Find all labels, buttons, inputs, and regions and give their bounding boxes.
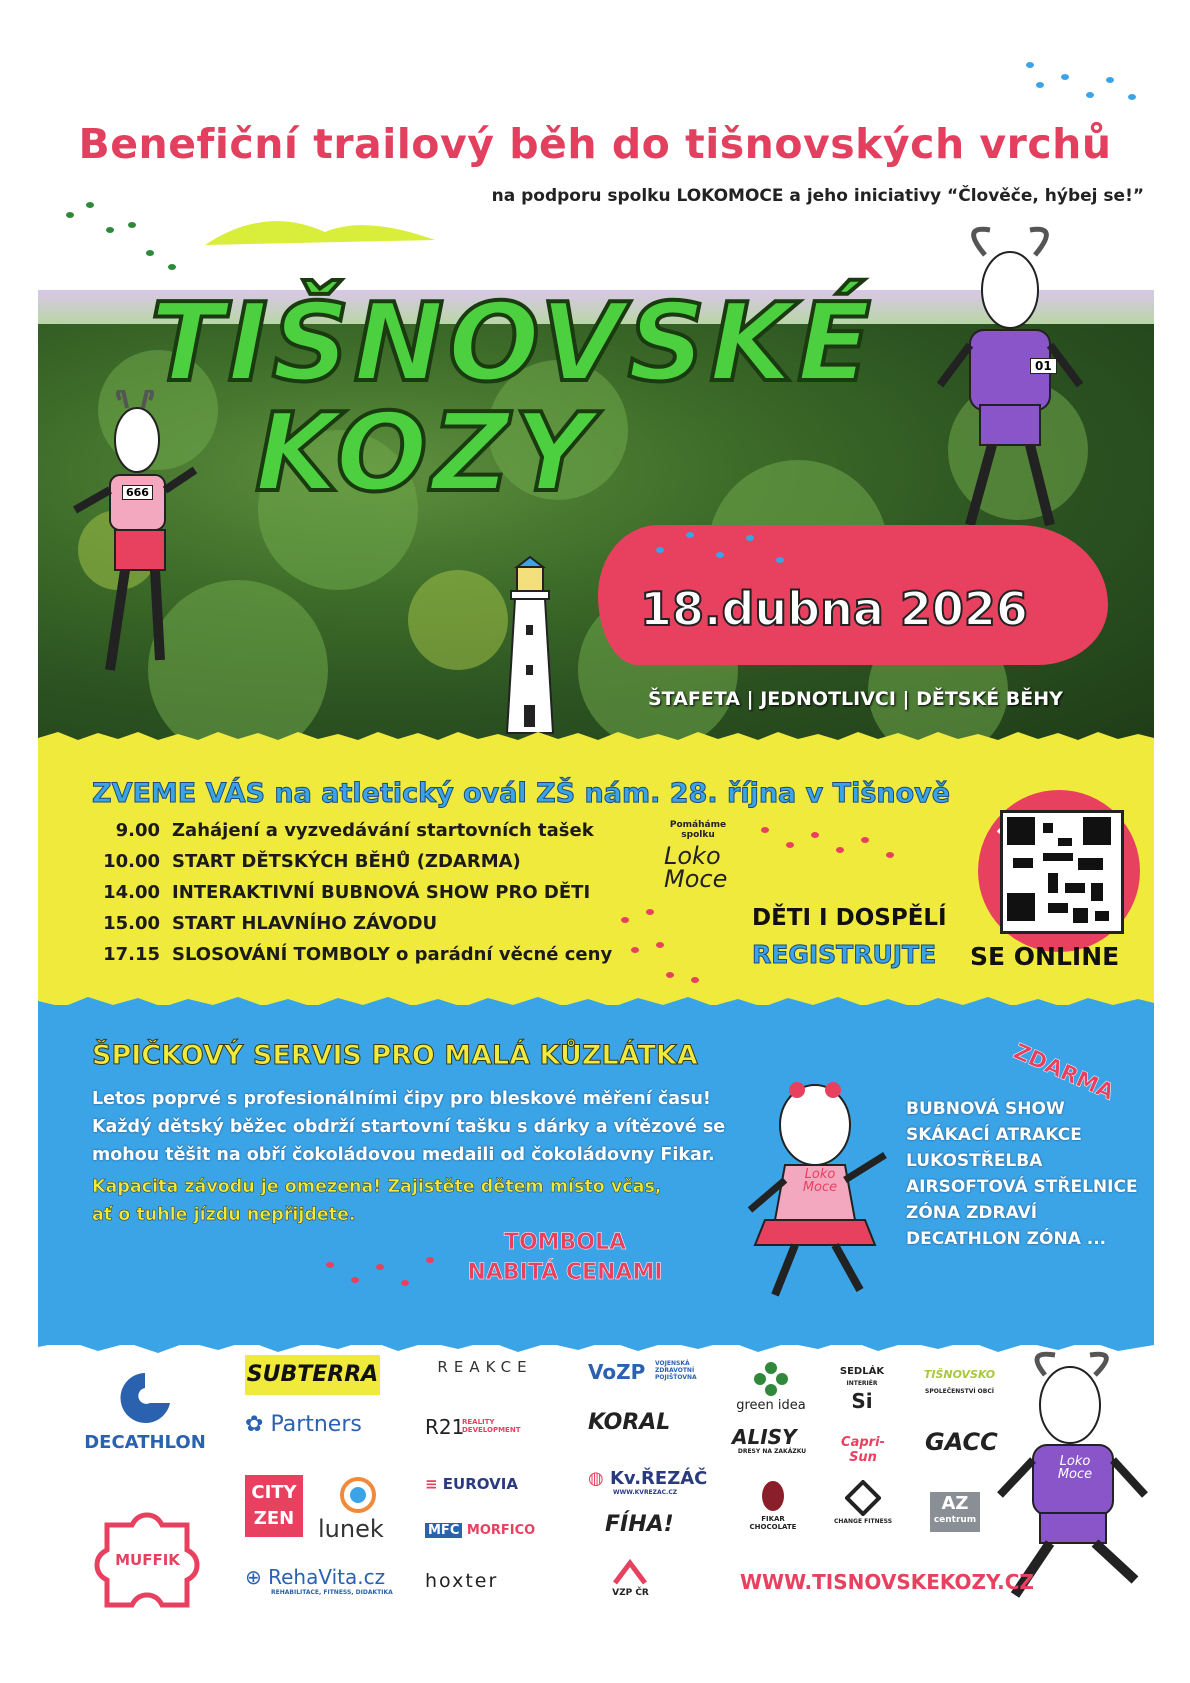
vzp-logo-icon <box>610 1558 650 1586</box>
az-line: centrum <box>933 1515 977 1525</box>
registration-rest: SE ONLINE <box>970 942 1120 971</box>
activity-item: BUBNOVÁ SHOW <box>906 1099 1065 1119</box>
partners-icon: ✿ <box>245 1412 271 1437</box>
sponsor-fiha: FÍHA! <box>605 1512 674 1537</box>
page-title: Benefiční trailový běh do tišnovských vrchů <box>78 120 1112 168</box>
rehavita-text: RehaVita.cz <box>268 1565 386 1589</box>
schedule-text: START DĚTSKÝCH BĚHŮ (ZDARMA) <box>172 851 521 872</box>
sponsor-rehavita <box>245 1565 393 1596</box>
free-label: ZDARMA <box>1009 1039 1118 1106</box>
registration-qr-code[interactable] <box>1000 810 1124 934</box>
schedule-list <box>92 820 612 975</box>
event-title-line1: TIŠNOVSKÉ <box>150 281 875 406</box>
kid-goat-shirt: Loko Moce <box>802 1167 838 1195</box>
schedule-text: START HLAVNÍHO ZÁVODU <box>172 913 438 934</box>
sponsor-eurovia <box>425 1475 518 1493</box>
website-link[interactable]: WWW.TISNOVSKEKOZY.CZ <box>740 1570 1034 1594</box>
sponsor-r21: R21 <box>425 1415 465 1439</box>
sponsor-change-fitness: CHANGE FITNESS <box>833 1518 893 1525</box>
mfc-badge: MFC <box>425 1523 462 1538</box>
tombola-line: TOMBOLA <box>503 1230 627 1255</box>
schedule-item <box>92 944 612 975</box>
sedlak-line: INTERIÉR <box>846 1380 878 1387</box>
sponsor-tisnovsko-sub: SPOLEČENSTVÍ OBCÍ <box>925 1388 994 1395</box>
free-activities-list <box>906 1096 1138 1252</box>
activity-item: ZÓNA ZDRAVÍ <box>906 1203 1038 1223</box>
sponsor-koral: KORAL <box>588 1410 671 1435</box>
hill-icon <box>205 210 435 250</box>
bib-number-left: 666 <box>122 485 153 500</box>
runner-goat-left-illustration <box>65 390 215 690</box>
lokomoce-logo: Loko Moce <box>664 842 728 893</box>
page-subtitle: na podporu spolku LOKOMOCE a jeho iniciativy “Člověče, hýbej se!” <box>491 186 1144 206</box>
sponsor-alisy-sub: DRESY NA ZAKÁZKU <box>737 1448 807 1455</box>
lighthouse-icon <box>495 555 565 740</box>
paragraph-line: mohou těšit na obří čokoládovou medaili od čokoládovny Fikar. <box>92 1145 715 1165</box>
sponsor-vozp-sub: VOJENSKÁ ZDRAVOTNÍ POJIŠŤOVNA <box>655 1360 697 1381</box>
event-date: 18.dubna 2026 <box>640 582 1028 636</box>
schedule-item <box>92 882 612 913</box>
sponsor-partners <box>245 1412 362 1437</box>
sponsor-kvrezac <box>588 1468 707 1496</box>
helper-label: Pomáháme spolku <box>669 820 727 840</box>
activity-item: LUKOSTŘELBA <box>906 1151 1043 1171</box>
schedule-text: SLOSOVÁNÍ TOMBOLY o parádní věcné ceny <box>172 944 613 965</box>
sponsor-tisnovsko: TIŠNOVSKO <box>923 1368 996 1381</box>
sponsor-r21-sub: REALITY DEVELOPMENT <box>462 1418 521 1434</box>
sponsor-capri-sun: Capri-Sun <box>841 1435 885 1465</box>
activity-item: SKÁKACÍ ATRAKCE <box>906 1125 1082 1145</box>
sponsor-az-centrum <box>930 1492 980 1532</box>
lunek-logo-icon <box>338 1475 378 1515</box>
registration-highlight: REGISTRUJTE <box>752 940 937 969</box>
sponsor-cityzen <box>245 1475 303 1537</box>
change-fitness-icon <box>845 1480 881 1516</box>
cityzen-line: CITY <box>251 1482 297 1503</box>
sponsor-alisy: ALISY <box>732 1425 797 1449</box>
sponsor-hoxter: hoxter <box>425 1570 499 1592</box>
sponsor-lunek: lunek <box>318 1515 384 1543</box>
sponsor-gacc: GACC <box>925 1428 998 1456</box>
schedule-text: Zahájení a vyzvedávání startovních tašek <box>172 820 594 841</box>
sedlak-line: SEDLÁK <box>839 1366 885 1377</box>
schedule-time: 14.00 <box>103 882 160 903</box>
sponsor-sedlak <box>832 1366 892 1412</box>
az-line: AZ <box>941 1493 969 1514</box>
fikar-cocoa-icon <box>755 1478 791 1514</box>
schedule-time: 17.15 <box>103 944 160 965</box>
bib-number-right: 01 <box>1030 358 1057 374</box>
schedule-item <box>92 820 612 851</box>
sponsor-vzpcr: VZP ČR <box>612 1588 649 1598</box>
activity-item: AIRSOFTOVÁ STŘELNICE <box>906 1177 1138 1197</box>
schedule-item <box>92 913 612 944</box>
hoofprint-icon <box>320 1245 450 1305</box>
eurovia-text: EUROVIA <box>442 1475 518 1493</box>
schedule-time: 10.00 <box>103 851 160 872</box>
schedule-time: 15.00 <box>103 913 160 934</box>
hoofprint-icon <box>650 520 800 580</box>
partners-text: Partners <box>270 1412 362 1437</box>
cityzen-line: ZEN <box>253 1508 295 1529</box>
morfico-text: MORFICO <box>466 1523 536 1538</box>
schedule-item <box>92 851 612 882</box>
green-idea-logo-icon <box>752 1360 790 1398</box>
paragraph-line: Letos poprvé s profesionálními čipy pro bleskové měření času! <box>92 1089 711 1109</box>
kids-heading: ŠPIČKOVÝ SERVIS PRO MALÁ KŮZLÁTKA <box>92 1040 698 1071</box>
eurovia-icon: ≡ <box>425 1475 443 1493</box>
sedlak-mark: Si <box>851 1389 873 1413</box>
capacity-warning <box>92 1173 772 1229</box>
rehavita-sub: REHABILITACE, FITNESS, DIDAKTIKA <box>271 1589 393 1596</box>
event-title-line2: KOZY <box>255 391 597 516</box>
sponsor-subterra: SUBTERRA <box>245 1355 380 1395</box>
warning-line: ať o tuhle jízdu nepřijdete. <box>92 1205 356 1225</box>
paragraph-line: Každý dětský běžec obdrží startovní tašku s dárky a vítězové se <box>92 1117 726 1137</box>
kvrezac-sub: WWW.KVREZAC.CZ <box>613 1489 678 1496</box>
kvrezac-text: Kv.ŘEZÁČ <box>609 1468 708 1489</box>
hoofprint-icon <box>60 195 200 285</box>
race-categories: ŠTAFETA | JEDNOTLIVCI | DĚTSKÉ BĚHY <box>648 688 1063 710</box>
sponsor-morfico <box>425 1523 535 1538</box>
decathlon-logo-icon <box>110 1368 180 1428</box>
plus-icon: ⊕ <box>245 1565 269 1589</box>
sponsor-reakce: REAKCE <box>437 1358 533 1376</box>
schedule-time: 9.00 <box>115 820 160 841</box>
venue-heading: ZVEME VÁS na atletický ovál ZŠ nám. 28. října v Tišnově <box>92 778 951 809</box>
sponsor-vozp: VoZP <box>588 1360 646 1384</box>
runner-goat-right-illustration <box>930 225 1090 545</box>
sponsor-decathlon: DECATHLON <box>84 1432 206 1453</box>
sponsor-green-idea: green idea <box>736 1398 806 1413</box>
kvrezac-icon: ◍ <box>588 1468 610 1489</box>
sponsor-muffik: MUFFIK <box>115 1551 180 1569</box>
registration-line1: DĚTI I DOSPĚLÍ <box>752 905 947 931</box>
warning-line: Kapacita závodu je omezena! Zajistěte dětem místo včas, <box>92 1177 662 1197</box>
activity-item: DECATHLON ZÓNA ... <box>906 1229 1107 1249</box>
schedule-text: INTERAKTIVNÍ BUBNOVÁ SHOW PRO DĚTI <box>172 882 591 903</box>
kids-paragraph <box>92 1085 772 1169</box>
tombola-label <box>445 1228 685 1288</box>
bottom-goat-shirt: Loko Moce <box>1057 1454 1093 1482</box>
sponsor-fikar: FIKAR CHOCOLATE <box>749 1515 797 1531</box>
hoofprint-icon <box>1010 55 1150 115</box>
tombola-line: NABITÁ CENAMI <box>467 1260 663 1285</box>
